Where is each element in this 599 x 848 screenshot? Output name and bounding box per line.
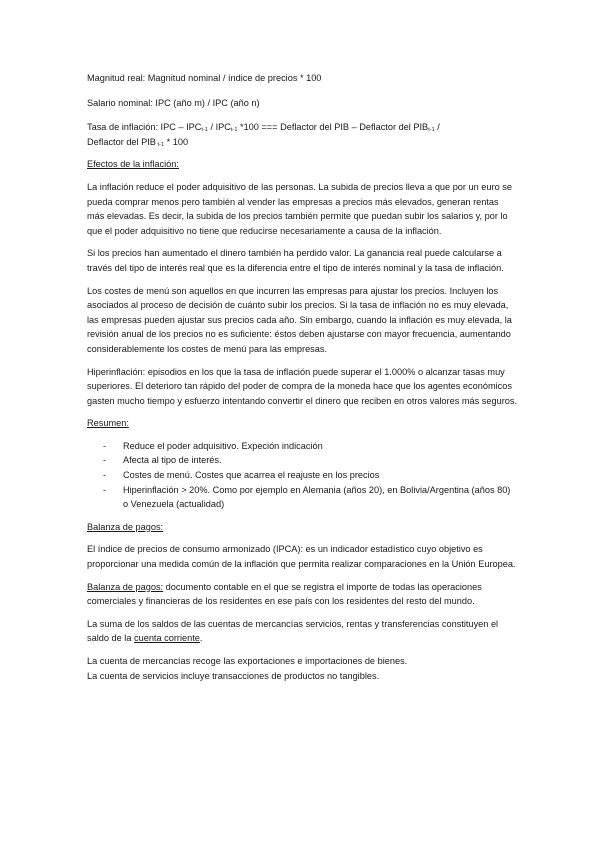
- section-heading-balanza: Balanza de pagos:: [87, 521, 164, 532]
- tasa-line2-a: Deflactor del PIB: [87, 136, 156, 147]
- bullet-dash: -: [103, 484, 107, 495]
- paragraph-balanza-definicion: [87, 580, 517, 609]
- paragraph-saldos: [87, 617, 517, 646]
- balanza-definition-text: documento contable en el que se registra el importe de todas las operaciones comerciales y financieras de los residentes en ese país con los residentes del resto del mundo.: [87, 581, 482, 607]
- tasa-label: Tasa de inflación: IPC – IPC: [87, 122, 202, 133]
- list-item-text: Reduce el poder adquisitivo. Expeción indicación: [123, 440, 323, 451]
- paragraph-interes-real: Si los precios han aumentado el dinero también ha perdido valor. La ganancia real puede calcularse a través del tipo de interés real que es la diferencia entre el tipo de interés nominal y la tasa de inflación.: [87, 248, 504, 273]
- list-item-text: Hiperinflación > 20%. Como por ejemplo en Alemania (años 20), en Bolivia/Argentina (años 80) o Venezuela (actualidad): [123, 484, 511, 510]
- paragraph-ipca: El índice de precios de consumo armonizado (IPCA): es un indicador estadístico cuyo objetivo es proporcionar una medida común de la inflación que permita realizar comparaciones en la Unión Europea.: [87, 544, 516, 570]
- paragraph-cuentas: [87, 654, 517, 683]
- subscript-t1: t-1: [428, 127, 435, 134]
- cuenta-servicios-line: La cuenta de servicios incluye transacciones de productos no tangibles.: [87, 670, 380, 681]
- subscript-t1: t-1: [230, 127, 238, 134]
- tasa-slash-ipc: / IPC: [207, 122, 231, 133]
- paragraph-poder-adquisitivo: La inflación reduce el poder adquisitivo de las personas. La subida de precios lleva a que por un euro se pueda comprar menos pero también al vender las empresas a precios más elevados, generan rentas más elevadas. Es decir, la subida de los precios también permite que puedan subir los salarios y, por lo que el poder adquisitivo no tiene que reducirse necesariamente a causa de la inflación.: [87, 181, 512, 236]
- list-item: [87, 468, 517, 483]
- saldos-end: .: [199, 633, 203, 644]
- cuenta-mercancias-line: La cuenta de mercancías recoge las exportaciones e importaciones de bienes.: [87, 656, 408, 666]
- bullet-dash: -: [103, 440, 107, 451]
- formula-magnitud-real: Magnitud real: Magnitud nominal / índice de precios * 100: [87, 73, 322, 83]
- balanza-term: Balanza de pagos:: [87, 581, 164, 592]
- bullet-dash: -: [103, 455, 107, 466]
- subscript-t1: t-1: [155, 141, 165, 148]
- formula-tasa-inflacion: [87, 120, 517, 149]
- tasa-line2-b: * 100: [164, 136, 189, 147]
- list-item: [87, 453, 517, 468]
- resumen-list: [87, 439, 517, 512]
- paragraph-hiperinflacion: Hiperinflación: episodios en los que la tasa de inflación puede superar el 1.000% o alcanzar tasas muy superiores. El deterioro tan rápido del poder de compra de la moneda hace que los agentes económicos gasten mucho tiempo y esfuerzo intentando convertir el dinero que reciben en otros valores más seguros.: [87, 366, 518, 406]
- paragraph-costes-menu: Los costes de menú son aquellos en que incurren las empresas para ajustar los precios. Incluyen los asociados al proceso de decisión de cuánto subir los precios. Si la tasa de inflación no es muy elevada, las empresas pueden ajustar sus precios cada año. Sin embargo, cuando la inflación es muy elevada, la revisión anual de los precios no es suficiente: éstos deben ajustarse con mayor frecuencia, aumentando considerablemente los costes de menú para las empresas.: [87, 285, 512, 354]
- section-heading-resumen: Resumen:: [87, 418, 129, 429]
- tasa-mid: *100 === Deflactor del PIB – Deflactor del PIB: [237, 122, 429, 133]
- list-item-text: Costes de menú. Costes que acarrea el reajuste en los precios: [123, 470, 380, 481]
- section-heading-efectos: Efectos de la inflación:: [87, 159, 179, 170]
- cuenta-corriente-term: cuenta corriente: [134, 633, 200, 644]
- list-item-text: Afecta al tipo de interés.: [123, 455, 222, 466]
- bullet-dash: -: [103, 470, 107, 481]
- list-item: [87, 439, 517, 454]
- document-body: [87, 71, 517, 691]
- saldos-text: La suma de los saldos de las cuentas de mercancías servicios, rentas y transferencias constituyen el saldo de la: [87, 618, 499, 644]
- list-item: [87, 483, 517, 512]
- subscript-t1: t-1: [201, 127, 208, 134]
- formula-salario-nominal: Salario nominal: IPC (año m) / IPC (año n): [87, 97, 260, 108]
- tasa-slash: /: [434, 122, 440, 133]
